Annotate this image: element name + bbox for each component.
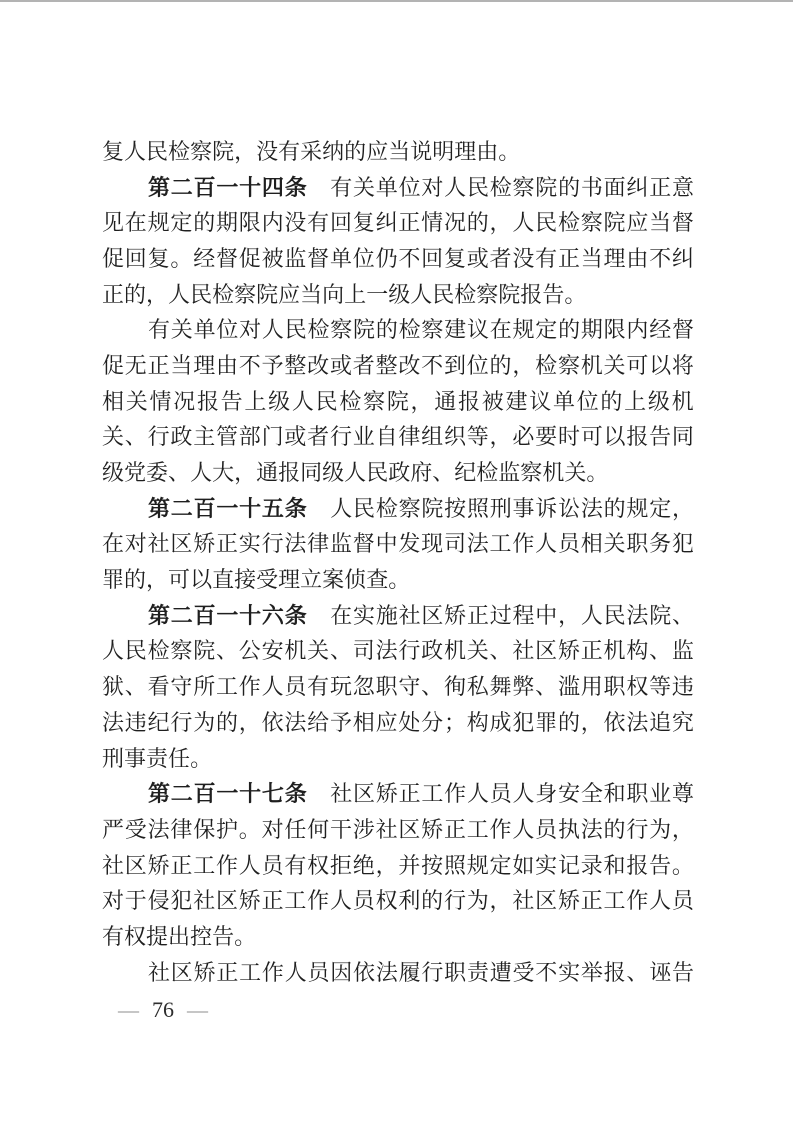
document-body (102, 134, 694, 991)
text-line: 促 回 复 。 经 督 促 被 监 督 单 位 仍 不 回 复 或 者 没 有 正 当 理 由 不 纠 (102, 245, 694, 271)
text-line: 人 民 检 察 院 、 公 安 机 关 、 司 法 行 政 机 关 、 社 区 矫 正 机 构 、 监 (102, 638, 694, 664)
footer-dash-right: — (187, 997, 208, 1022)
text-line: 复 人 民 检 察 院 ， 没 有 采 纳 的 应 当 说 明 理 由 。 (102, 138, 521, 164)
page-number: 76 (152, 997, 174, 1022)
text-line: 对 于 侵 犯 社 区 矫 正 工 作 人 员 权 利 的 行 为 ， 社 区 矫 正 工 作 人 员 (102, 888, 694, 914)
text-line: 级 党 委 、 人 大 ， 通 报 同 级 人 民 政 府 、 纪 检 监 察 机 关 。 (102, 460, 609, 486)
text-line: 见 在 规 定 的 期 限 内 没 有 回 复 纠 正 情 况 的 ， 人 民 检 察 院 应 当 督 (102, 210, 694, 236)
page-footer (118, 999, 208, 1021)
text-line: 第 二 百 一 十 四 条 有 关 单 位 对 人 民 检 察 院 的 书 面 纠 正 意 (148, 174, 694, 200)
text-line: 正 的 ， 人 民 检 察 院 应 当 向 上 一 级 人 民 检 察 院 报 告 。 (102, 281, 587, 307)
text-line: 法 违 纪 行 为 的 ， 依 法 给 予 相 应 处 分 ； 构 成 犯 罪 的 ， 依 法 追 究 (102, 709, 694, 735)
text-line: 有 关 单 位 对 人 民 检 察 院 的 检 察 建 议 在 规 定 的 期 限 内 经 督 (148, 317, 694, 343)
scan-top-edge-line (0, 0, 793, 2)
text-line: 促 无 正 当 理 由 不 予 整 改 或 者 整 改 不 到 位 的 ， 检 察 机 关 可 以 将 (102, 352, 694, 378)
text-line: 刑 事 责 任 。 (102, 745, 213, 771)
text-line: 第 二 百 一 十 七 条 社 区 矫 正 工 作 人 员 人 身 安 全 和 职 业 尊 (148, 781, 694, 807)
text-line: 罪 的 ， 可 以 直 接 受 理 立 案 侦 查 。 (102, 567, 411, 593)
text-line: 相 关 情 况 报 告 上 级 人 民 检 察 院 ， 通 报 被 建 议 单 位 的 上 级 机 (102, 388, 694, 414)
text-line: 狱 、 看 守 所 工 作 人 员 有 玩 忽 职 守 、 徇 私 舞 弊 、 滥 用 职 权 等 违 (102, 674, 694, 700)
footer-dash-left: — (118, 997, 139, 1022)
text-line: 严 受 法 律 保 护 。 对 任 何 干 涉 社 区 矫 正 工 作 人 员 执 法 的 行 为 ， (102, 816, 694, 842)
text-line: 有 权 提 出 控 告 。 (102, 923, 257, 949)
text-line: 社 区 矫 正 工 作 人 员 因 依 法 履 行 职 责 遭 受 不 实 举 报 、 诬 告 (148, 959, 694, 985)
text-line: 在 对 社 区 矫 正 实 行 法 律 监 督 中 发 现 司 法 工 作 人 员 相 关 职 务 犯 (102, 531, 694, 557)
text-line: 第 二 百 一 十 五 条 人 民 检 察 院 按 照 刑 事 诉 讼 法 的 规 定 ， (148, 495, 694, 521)
text-line: 第 二 百 一 十 六 条 在 实 施 社 区 矫 正 过 程 中 ， 人 民 法 院 、 (148, 602, 694, 628)
text-line: 关 、 行 政 主 管 部 门 或 者 行 业 自 律 组 织 等 ， 必 要 时 可 以 报 告 同 (102, 424, 694, 450)
text-line: 社 区 矫 正 工 作 人 员 有 权 拒 绝 ， 并 按 照 规 定 如 实 记 录 和 报 告 。 (102, 852, 694, 878)
